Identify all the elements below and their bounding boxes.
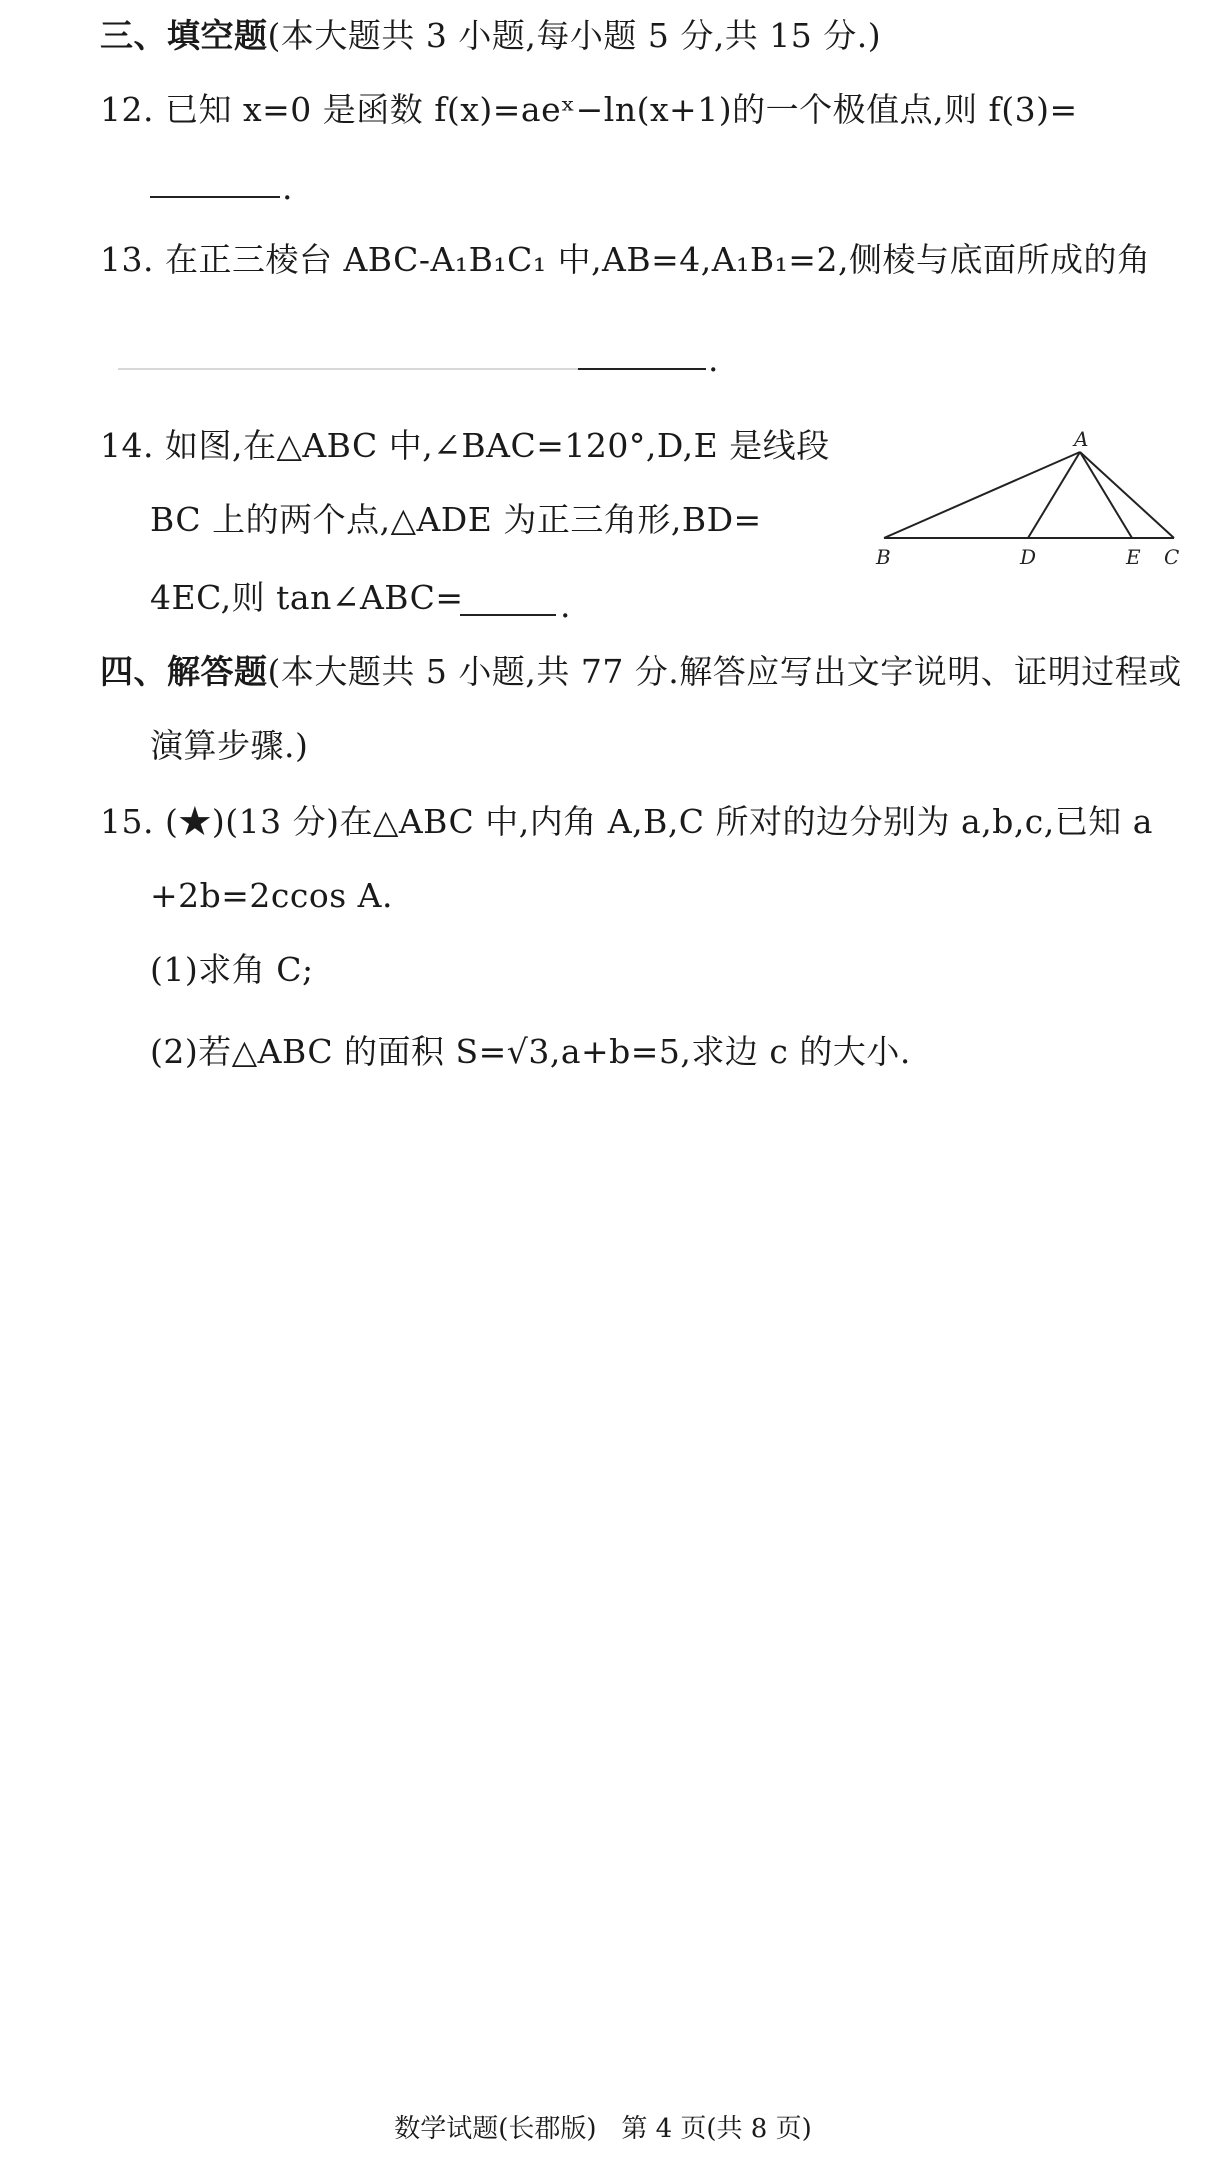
section-3-heading xyxy=(100,14,881,58)
segment-ab xyxy=(884,452,1080,538)
vertex-label-c: C xyxy=(1164,545,1180,569)
question-14-line-3: 4EC,则 tan∠ABC= xyxy=(150,578,464,617)
vertex-label-a: A xyxy=(1074,427,1089,451)
segment-ae xyxy=(1080,452,1132,538)
question-15-part-2: (2)若△ABC 的面积 S=√3,a+b=5,求边 c 的大小. xyxy=(150,1032,911,1071)
section-4-note: (本大题共 5 小题,共 77 分.解答应写出文字说明、证明过程或 xyxy=(267,652,1182,691)
section-4-note-continued: 演算步骤.) xyxy=(150,726,309,765)
question-13-faded-line xyxy=(118,368,578,370)
question-13-period: . xyxy=(708,340,719,379)
vertex-label-e: E xyxy=(1126,545,1141,569)
question-13-text: 13. 在正三棱台 ABC-A₁B₁C₁ 中,AB=4,A₁B₁=2,侧棱与底面所成的角 xyxy=(100,240,1151,279)
section-3-note: (本大题共 3 小题,每小题 5 分,共 15 分.) xyxy=(267,16,882,55)
question-15-line-1: 15. (★)(13 分)在△ABC 中,内角 A,B,C 所对的边分别为 a,b,c,已知 a xyxy=(100,802,1153,841)
question-15-part-1: (1)求角 C; xyxy=(150,950,314,989)
question-12-text: 12. 已知 x=0 是函数 f(x)=aeˣ−ln(x+1)的一个极值点,则 f(3)= xyxy=(100,90,1078,129)
segment-ad xyxy=(1028,452,1080,538)
section-4-title: 四、解答题 xyxy=(100,652,268,691)
question-14-line-1: 14. 如图,在△ABC 中,∠BAC=120°,D,E 是线段 xyxy=(100,426,830,465)
vertex-label-b: B xyxy=(876,545,891,569)
question-14-period: . xyxy=(560,586,571,625)
question-15-line-2: +2b=2ccos A. xyxy=(150,876,393,915)
section-3-title: 三、填空题 xyxy=(100,16,268,55)
question-14-line-2: BC 上的两个点,△ADE 为正三角形,BD= xyxy=(150,500,762,539)
triangle-figure xyxy=(870,420,1190,580)
question-13-answer-blank[interactable] xyxy=(578,368,706,370)
section-4-heading xyxy=(100,650,1182,694)
vertex-label-d: D xyxy=(1020,545,1037,569)
question-14-answer-blank[interactable] xyxy=(460,614,556,616)
question-12-period: . xyxy=(282,168,293,207)
page-footer: 数学试题(长郡版) 第 4 页(共 8 页) xyxy=(394,2114,812,2144)
question-12-answer-blank[interactable] xyxy=(150,196,280,198)
segment-ac xyxy=(1080,452,1174,538)
